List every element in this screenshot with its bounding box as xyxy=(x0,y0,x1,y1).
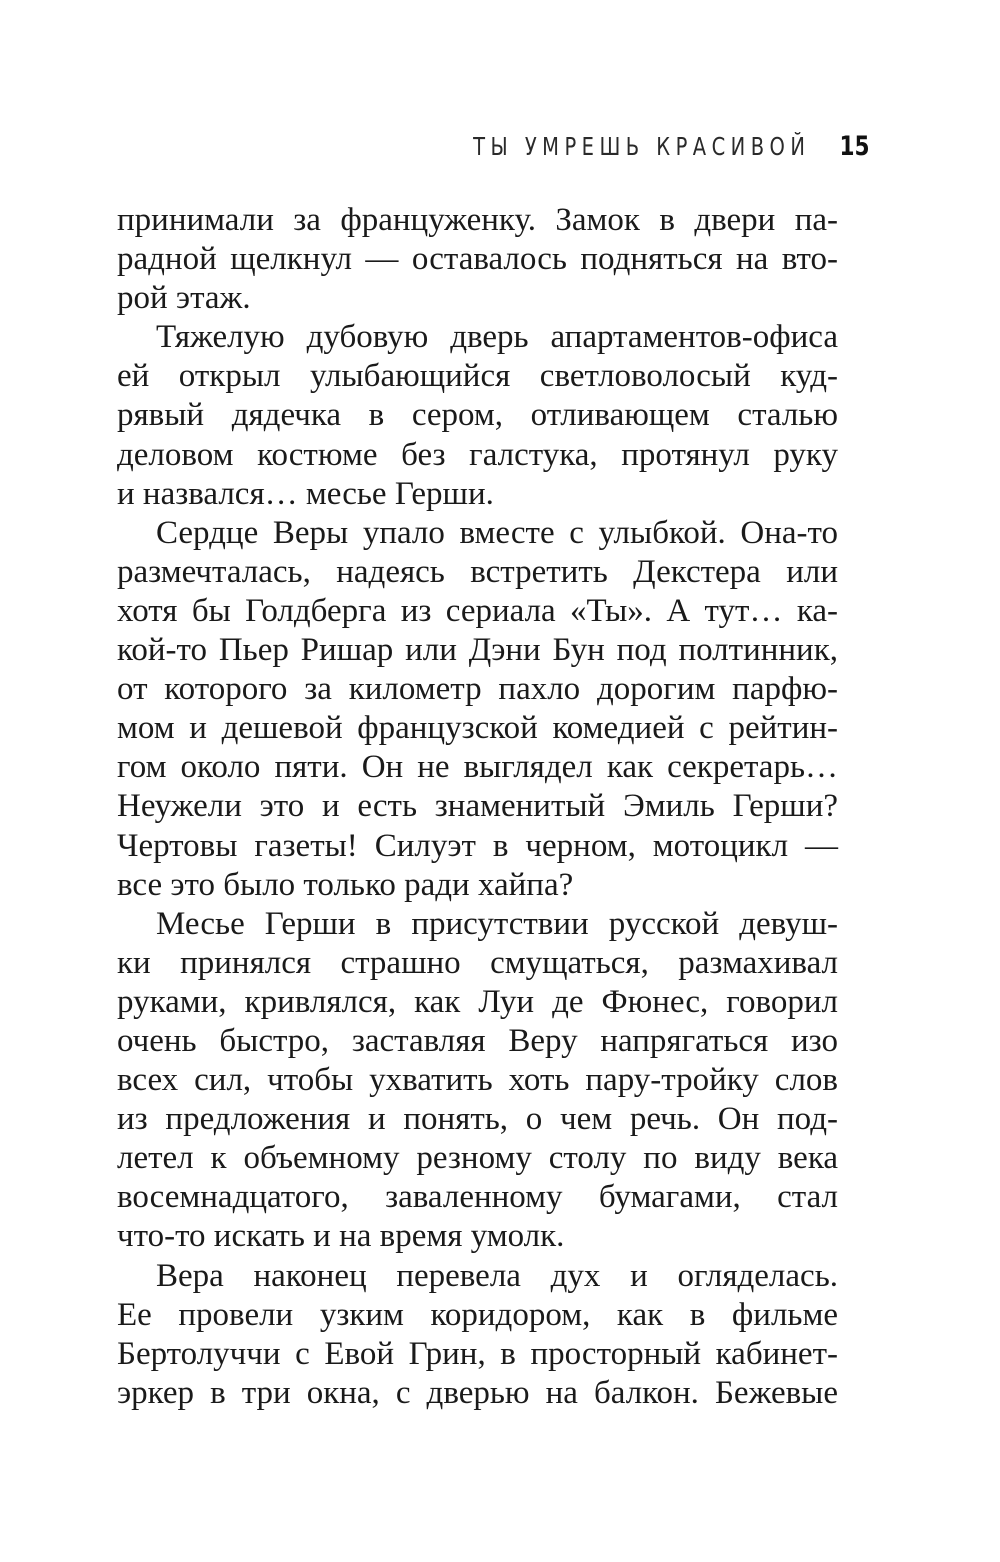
text-line: летел к объемному резному столу по виду века xyxy=(117,1140,838,1177)
text-line: радной щелкнул — оставалось подняться на вто- xyxy=(117,241,838,278)
text-line: гом около пяти. Он не выглядел как секретарь… xyxy=(117,749,838,786)
text-line: Месье Герши в присутствии русской девуш- xyxy=(156,905,838,942)
text-line: Сердце Веры упало вместе с улыбкой. Она-то xyxy=(156,514,838,551)
text-line: всех сил, чтобы ухватить хоть пару-тройку слов xyxy=(117,1062,838,1099)
text-line: мом и дешевой французской комедией с рейтин- xyxy=(117,710,838,747)
running-title: ТЫ УМРЕШЬ КРАСИВОЙ xyxy=(473,131,811,161)
body-text xyxy=(117,201,838,1413)
text-line: Ее провели узким коридором, как в фильме xyxy=(117,1296,838,1333)
text-line: руками, кривлялся, как Луи де Фюнес, говорил xyxy=(117,983,838,1020)
running-header xyxy=(118,126,870,166)
text-line: ей открыл улыбающийся светловолосый куд- xyxy=(117,358,838,395)
text-line: Тяжелую дубовую дверь апартаментов-офиса xyxy=(156,319,838,356)
text-line: все это было только ради хайпа? xyxy=(117,866,574,903)
text-line: что-то искать и на время умолк. xyxy=(117,1218,565,1255)
text-line: Чертовы газеты! Силуэт в черном, мотоцикл — xyxy=(117,827,838,864)
text-line: Неужели это и есть знаменитый Эмиль Герши? xyxy=(117,788,838,825)
text-line: Вера наконец перевела дух и огляделась. xyxy=(156,1257,838,1294)
text-line: принимали за француженку. Замок в двери па- xyxy=(117,202,838,238)
text-line: Бертолуччи с Евой Грин, в просторный кабинет- xyxy=(117,1335,838,1372)
text-line: очень быстро, заставляя Веру напрягаться изо xyxy=(117,1022,838,1059)
text-line: восемнадцатого, заваленному бумагами, стал xyxy=(117,1179,838,1216)
text-line: деловом костюме без галстука, протянул руку xyxy=(117,436,838,473)
text-line: ки принялся страшно смущаться, размахивал xyxy=(117,944,838,981)
text-line: и назвался… месье Герши. xyxy=(117,475,494,512)
text-line: от которого за километр пахло дорогим парфю- xyxy=(117,671,838,708)
text-line: эркер в три окна, с дверью на балкон. Бежевые xyxy=(117,1374,838,1411)
text-line: кой-то Пьер Ришар или Дэни Бун под полтинник, xyxy=(117,632,838,669)
text-line: из предложения и понять, о чем речь. Он под- xyxy=(117,1101,838,1138)
text-line: хотя бы Голдберга из сериала «Ты». А тут… ка- xyxy=(117,592,838,629)
text-line: размечталась, надеясь встретить Декстера или xyxy=(117,553,838,590)
page-number: 15 xyxy=(839,130,870,162)
text-line: рявый дядечка в сером, отливающем сталью xyxy=(117,397,838,434)
text-line: рой этаж. xyxy=(117,280,251,317)
